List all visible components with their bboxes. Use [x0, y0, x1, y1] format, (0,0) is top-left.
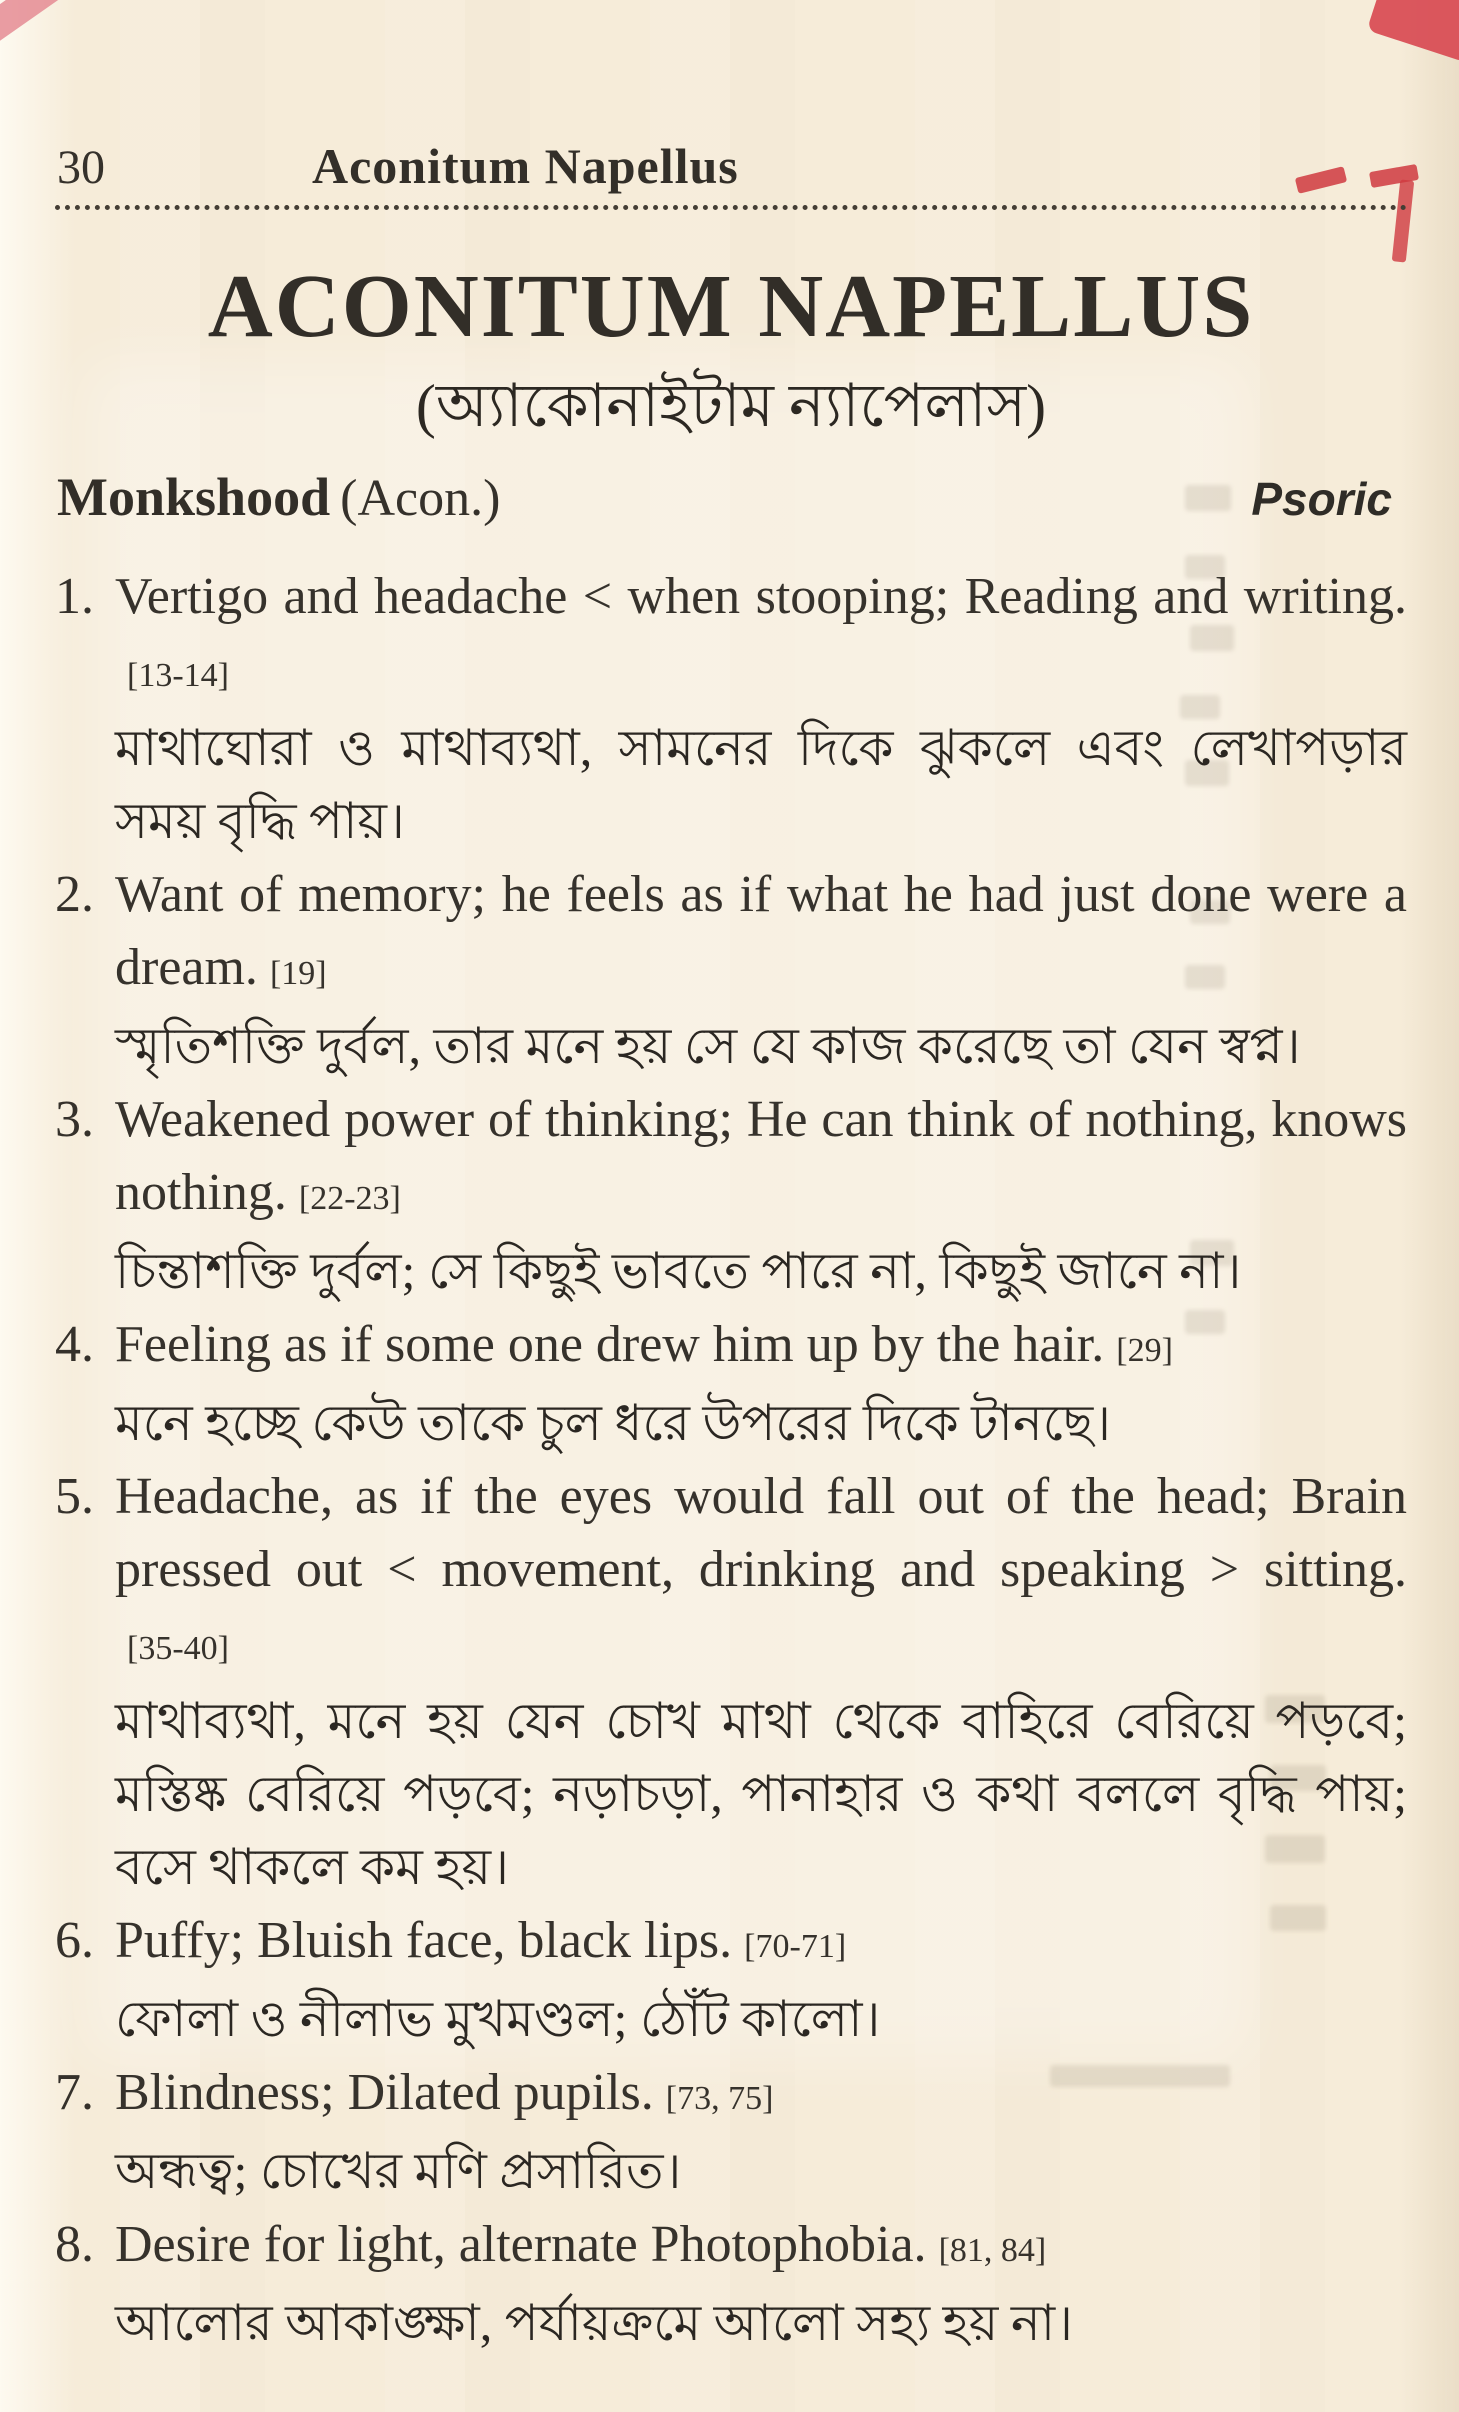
symptom-english-text: Blindness; Dilated pupils.: [115, 2064, 654, 2121]
item-body: [115, 2208, 1407, 2360]
item-body: [115, 1308, 1407, 1460]
symptom-english-text: Feeling as if some one drew him up by the hair.: [115, 1316, 1105, 1373]
item-body: [115, 1083, 1407, 1308]
item-number: 2.: [55, 866, 94, 923]
symptom-item: [55, 2056, 1407, 2208]
miasm-label: Psoric: [1251, 473, 1392, 525]
remedy-title: ACONITUM NAPELLUS: [207, 257, 1255, 356]
symptom-english-text: Headache, as if the eyes would fall out of the head; Brain pressed out < movement, drinking and speaking > sitting.: [115, 1468, 1407, 1598]
item-number: 4.: [55, 1316, 94, 1373]
symptom-bengali: আলোর আকাঙ্ক্ষা, পর্যায়ক্রমে আলো সহ্য হয় না।: [115, 2295, 1074, 2351]
symptom-english-text: Weakened power of thinking; He can think of nothing, knows nothing.: [115, 1091, 1407, 1221]
item-body: [115, 560, 1407, 858]
running-title: Aconitum Napellus: [312, 138, 739, 194]
item-body: [115, 2056, 1407, 2208]
symptom-english: [115, 1308, 1407, 1387]
symptom-english: [115, 2056, 1407, 2135]
symptom-item: [55, 1308, 1407, 1460]
symptom-item: [55, 1904, 1407, 2056]
symptom-bengali: স্মৃতিশক্তি দুর্বল, তার মনে হয় সে যে কাজ করেছে তা যেন স্বপ্ন।: [115, 1018, 1301, 1074]
symptom-reference: [19]: [269, 955, 327, 992]
item-number: 5.: [55, 1468, 94, 1525]
item-number: 7.: [55, 2064, 94, 2121]
symptom-english-text: Desire for light, alternate Photophobia.: [115, 2216, 927, 2273]
remedy-subtitle-row: [57, 466, 1392, 528]
symptom-english: [115, 560, 1407, 712]
symptom-bengali: মনে হচ্ছে কেউ তাকে চুল ধরে উপরের দিকে টানছে।: [115, 1395, 1112, 1451]
symptom-english: [115, 2208, 1407, 2287]
symptom-list: [55, 560, 1407, 2360]
dotted-divider: [55, 205, 1407, 210]
symptom-bengali: মাথাব্যথা, মনে হয় যেন চোখ মাথা থেকে বাহিরে বেরিয়ে পড়বে; মস্তিষ্ক বেরিয়ে পড়বে; নড়াচড়া, পানাহার ও কথা বললে বৃদ্ধি পায়; বসে থাকলে কম হয়।: [115, 1693, 1407, 1895]
corner-pink-mark: [0, 0, 72, 48]
item-number: 8.: [55, 2216, 94, 2273]
item-body: [115, 1460, 1407, 1904]
remedy-common-name: Monkshood: [57, 467, 331, 527]
symptom-item: [55, 1083, 1407, 1308]
symptom-english: [115, 1083, 1407, 1235]
symptom-reference: [70-71]: [744, 1928, 847, 1965]
item-number: 3.: [55, 1091, 94, 1148]
symptom-reference: [35-40]: [127, 1630, 229, 1667]
symptom-english: [115, 1460, 1407, 1685]
item-body: [115, 858, 1407, 1083]
symptom-item: [55, 858, 1407, 1083]
symptom-english-text: Puffy; Bluish face, black lips.: [115, 1912, 733, 1969]
item-number: 6.: [55, 1912, 94, 1969]
red-edge-mark: [1295, 166, 1347, 194]
symptom-reference: [81, 84]: [938, 2232, 1047, 2269]
symptom-item: [55, 1460, 1407, 1904]
symptom-reference: [22-23]: [298, 1180, 401, 1217]
remedy-title-bengali: (অ্যাকোনাইটাম ন্যাপেলাস): [415, 373, 1047, 439]
remedy-common-name-group: [57, 466, 500, 528]
symptom-bengali: ফোলা ও নীলাভ মুখমণ্ডল; ঠোঁট কালো।: [115, 1991, 881, 2047]
symptom-reference: [13-14]: [127, 657, 229, 694]
symptom-item: [55, 2208, 1407, 2360]
symptom-english: [115, 858, 1407, 1010]
symptom-bengali: অন্ধত্ব; চোখের মণি প্রসারিত।: [115, 2143, 682, 2199]
item-body: [115, 1904, 1407, 2056]
remedy-abbreviation: (Acon.): [340, 470, 501, 527]
symptom-item: [55, 560, 1407, 858]
item-number: 1.: [55, 568, 94, 625]
corner-red-mark: [1367, 0, 1459, 63]
symptom-bengali: চিন্তাশক্তি দুর্বল; সে কিছুই ভাবতে পারে না, কিছুই জানে না।: [115, 1243, 1242, 1299]
red-edge-mark: [1392, 179, 1414, 262]
symptom-reference: [29]: [1116, 1332, 1173, 1369]
page-number: 30: [57, 141, 105, 194]
symptom-english-text: Vertigo and headache < when stooping; Reading and writing.: [115, 568, 1407, 625]
symptom-english: [115, 1904, 1407, 1983]
symptom-bengali: মাথাঘোরা ও মাথাব্যথা, সামনের দিকে ঝুকলে এবং লেখাপড়ার সময় বৃদ্ধি পায়।: [115, 720, 1407, 849]
symptom-reference: [73, 75]: [665, 2080, 774, 2117]
symptom-english-text: Want of memory; he feels as if what he had just done were a dream.: [115, 866, 1407, 996]
